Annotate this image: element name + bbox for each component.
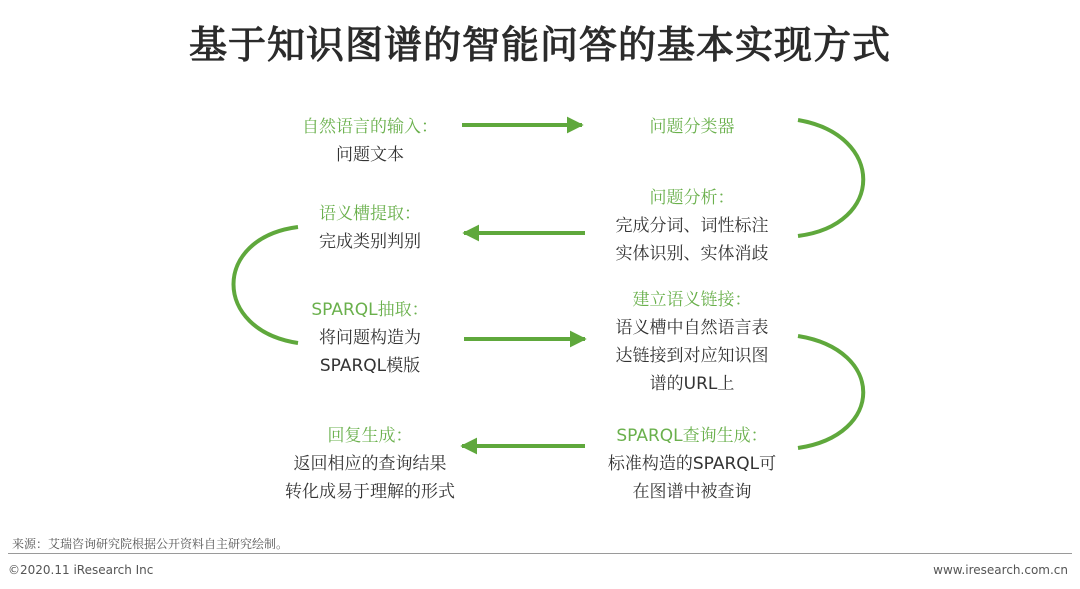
step-reply	[262, 422, 478, 506]
step-sparql-extract-text-1: 将问题构造为	[319, 328, 421, 348]
step-input-heading: 自然语言的输入：	[302, 117, 438, 137]
step-sparql-gen	[585, 422, 799, 506]
step-sparql-extract-text-2: SPARQL模版	[319, 356, 421, 376]
step-link-text-1: 语义槽中自然语言表	[615, 318, 769, 338]
step-reply-text-2: 转化成易于理解的形式	[285, 482, 455, 502]
step-sparql-extract-heading: SPARQL抽取：	[311, 300, 429, 320]
step-sparql-gen-heading: SPARQL查询生成：	[616, 426, 768, 446]
step-reply-text-1: 返回相应的查询结果	[293, 454, 447, 474]
page-title: 基于知识图谱的智能问答的基本实现方式	[188, 23, 891, 67]
step-sparql-gen-text-1: 标准构造的SPARQL可	[607, 454, 777, 474]
footer-copyright: ©2020.11 iResearch Inc	[8, 563, 154, 577]
step-sparql-extract	[270, 296, 470, 380]
step-link-heading: 建立语义链接：	[632, 290, 752, 310]
curve-link-to-sparql-gen	[798, 336, 863, 448]
step-sparql-gen-text-2: 在图谱中被查询	[632, 482, 752, 502]
step-analysis-text-2: 实体识别、实体消歧	[615, 244, 769, 264]
step-slot-text: 完成类别判别	[319, 232, 421, 252]
step-input-text: 问题文本	[336, 145, 404, 165]
footer-website: www.iresearch.com.cn	[933, 563, 1068, 577]
step-analysis-heading: 问题分析：	[649, 188, 735, 208]
curve-classifier-to-analysis	[798, 120, 863, 236]
footer-divider	[8, 553, 1072, 554]
step-link-text-2: 达链接到对应知识图	[615, 346, 769, 366]
step-link	[592, 286, 792, 398]
step-input	[270, 113, 470, 169]
step-classifier-heading: 问题分类器	[649, 117, 735, 137]
step-analysis	[592, 184, 792, 268]
step-slot-heading: 语义槽提取：	[319, 204, 421, 224]
step-link-text-3: 谱的URL上	[649, 374, 735, 394]
step-analysis-text-1: 完成分词、词性标注	[615, 216, 769, 236]
source-note: 来源：艾瑞咨询研究院根据公开资料自主研究绘制。	[12, 537, 289, 551]
step-slot	[270, 200, 470, 256]
step-reply-heading: 回复生成：	[327, 426, 413, 446]
step-classifier	[592, 113, 792, 141]
